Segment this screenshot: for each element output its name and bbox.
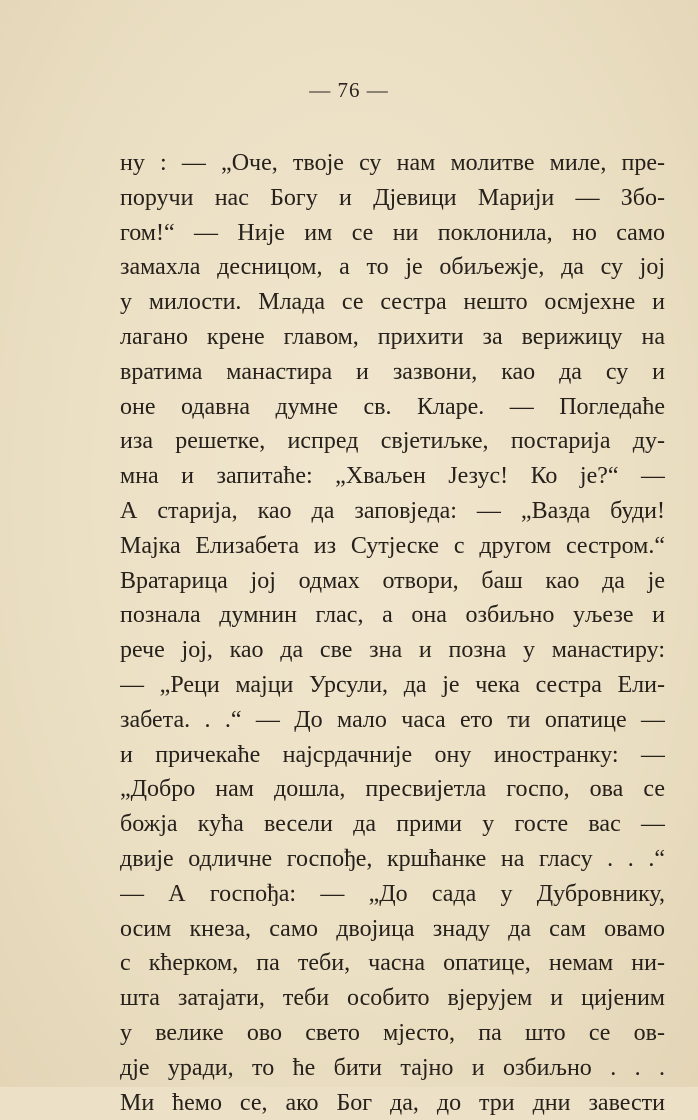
text-line: „Добро нам дошла, пресвијетла госпо, ова се bbox=[120, 776, 665, 803]
text-line: осим кнеза, само двојица знаду да сам овамо bbox=[120, 915, 665, 942]
text-line: — „Реци мајци Урсули, да је чека сестра Ели- bbox=[120, 671, 665, 698]
text-line: и причекаће најсрдачније ону иностранку: — bbox=[120, 741, 665, 768]
text-line: божја кућа весели да прими у госте вас — bbox=[120, 811, 665, 838]
body-text bbox=[120, 146, 665, 1120]
text-line: иза решетке, испред свјетиљке, постарија ду- bbox=[120, 428, 665, 455]
text-line: забета. . .“ — До мало часа ето ти опатице — bbox=[120, 706, 665, 733]
text-line: у велике ово свето мјесто, па што се ов- bbox=[120, 1019, 665, 1046]
text-line: вратима манастира и зазвони, као да су и bbox=[120, 358, 665, 385]
text-line: шта затајати, теби особито вјерујем и цијеним bbox=[120, 985, 665, 1012]
text-line: познала думнин глас, а она озбиљно уљезе и bbox=[120, 602, 665, 629]
text-line: гом!“ — Није им се ни поклонила, но само bbox=[120, 219, 665, 246]
text-line: ну : — „Оче, твоје су нам молитве миле, пре- bbox=[120, 150, 665, 176]
text-line: дје уради, то ће бити тајно и озбиљно . . . bbox=[120, 1054, 665, 1081]
text-line: с кћерком, па теби, часна опатице, немам ни- bbox=[120, 950, 665, 977]
page-number: — 76 — bbox=[309, 78, 389, 102]
text-line: Ми ћемо се, ако Бог да, до три дни завести bbox=[120, 1089, 665, 1116]
text-line: у милости. Млада се сестра нешто осмјехне и bbox=[120, 289, 665, 316]
text-line: — А госпођа: — „До сада у Дубровнику, bbox=[120, 880, 665, 907]
text-line: Мајка Елизабета из Сутјеске с другом сестром.“ bbox=[120, 532, 665, 559]
text-line: мна и запитаће: „Хваљен Језус! Ко је?“ — bbox=[120, 463, 665, 490]
text-line: Вратарица јој одмах отвори, баш као да је bbox=[120, 567, 665, 594]
text-line: рече јој, као да све зна и позна у манастиру: bbox=[120, 637, 665, 664]
text-line: лагано крене главом, прихити за верижицу на bbox=[120, 323, 665, 350]
text-line: замахла десницом, а то је обиљежје, да су јој bbox=[120, 254, 665, 281]
text-line: А старија, као да заповједа: — „Вазда буди! bbox=[120, 497, 665, 524]
text-line: двије одличне госпође, кршћанке на гласу . . .“ bbox=[120, 845, 665, 872]
text-line: поручи нас Богу и Дјевици Марији — Збо- bbox=[120, 184, 665, 211]
text-line: оне одавна думне св. Кларе. — Погледаће bbox=[120, 393, 665, 420]
